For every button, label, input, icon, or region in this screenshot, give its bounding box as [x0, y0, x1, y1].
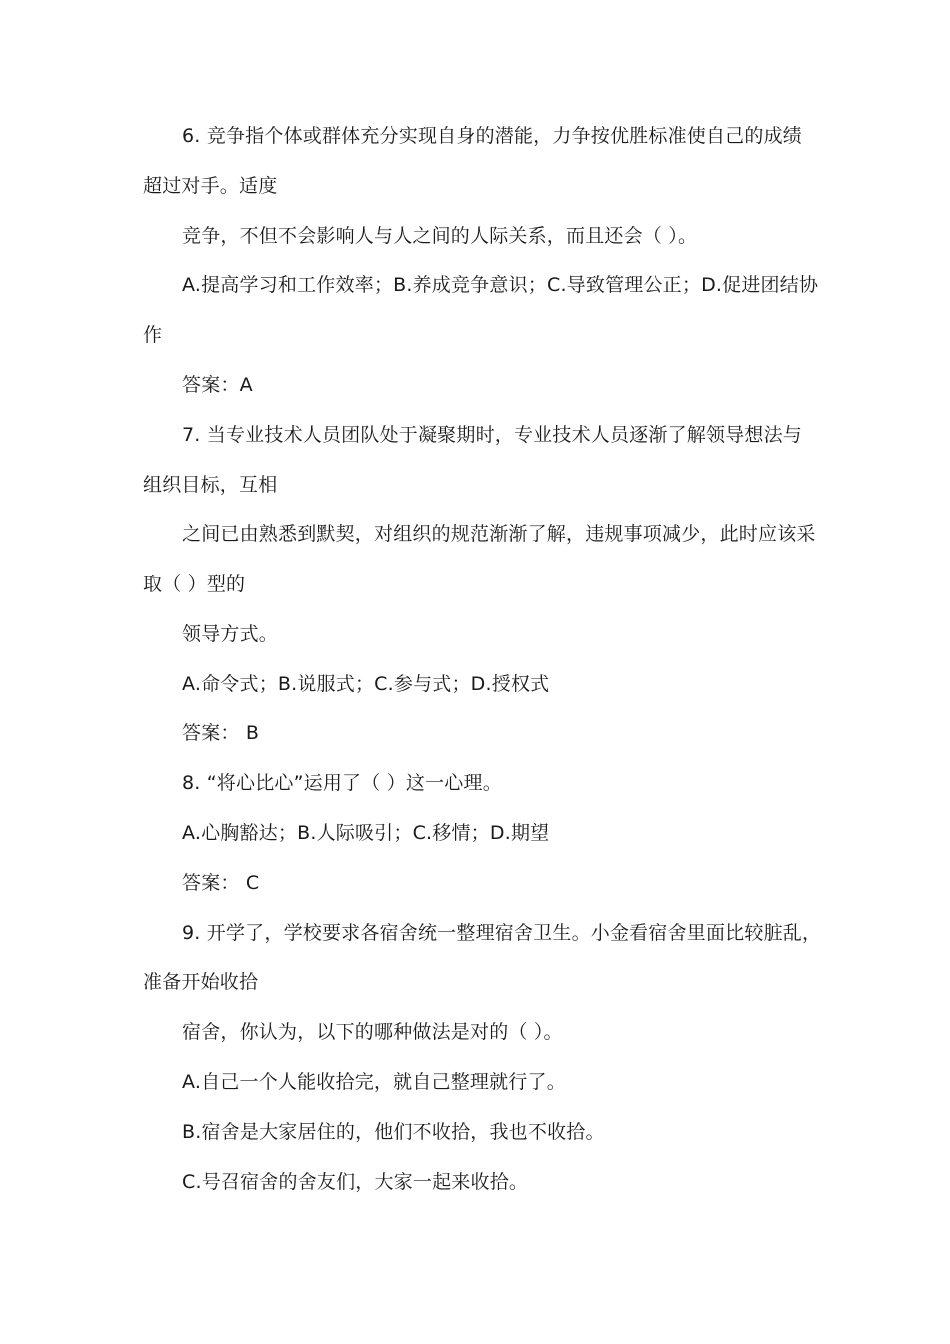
q7-options: A.命令式；B.说服式；C.参与式；D.授权式	[182, 673, 550, 695]
q9-text-line-3: 宿舍，你认为，以下的哪种做法是对的（ ）。	[182, 1021, 563, 1043]
q9-text-line-1: 9. 开学了，学校要求各宿舍统一整理宿舍卫生。小金看宿舍里面比较脏乱，	[182, 922, 822, 944]
q6-text-line-1: 6. 竞争指个体或群体充分实现自身的潜能，力争按优胜标准使自己的成绩	[182, 125, 802, 147]
q8-text: 8. “将心比心”运用了（ ）这一心理。	[182, 772, 502, 794]
q7-text-line-5: 领导方式。	[182, 623, 279, 645]
q6-answer: 答案：A	[182, 374, 253, 396]
q7-text-line-2: 组织目标，互相	[143, 474, 278, 496]
q7-text-line-4: 取（ ）型的	[143, 573, 246, 595]
q6-options-line-2: 作	[143, 324, 163, 346]
q7-text-line-3: 之间已由熟悉到默契，对组织的规范渐渐了解，违规事项减少，此时应该采	[182, 523, 816, 545]
q6-text-line-3: 竞争，不但不会影响人与人之间的人际关系，而且还会（ ）。	[182, 225, 698, 247]
q6-text-line-2: 超过对手。适度	[143, 175, 278, 197]
q6-options-line-1: A.提高学习和工作效率；B.养成竞争意识；C.导致管理公正；D.促进团结协	[182, 274, 819, 296]
q9-text-line-2: 准备开始收拾	[143, 971, 259, 993]
q8-answer: 答案： C	[182, 872, 260, 894]
q9-option-b: B.宿舍是大家居住的，他们不收拾，我也不收拾。	[182, 1121, 605, 1143]
q8-options: A.心胸豁达；B.人际吸引；C.移情；D.期望	[182, 822, 550, 844]
q7-answer: 答案： B	[182, 722, 260, 744]
q7-text-line-1: 7. 当专业技术人员团队处于凝聚期时，专业技术人员逐渐了解领导想法与	[182, 424, 802, 446]
q9-option-c: C.号召宿舍的舍友们，大家一起来收拾。	[182, 1171, 529, 1193]
q9-option-a: A.自己一个人能收拾完，就自己整理就行了。	[182, 1071, 566, 1093]
